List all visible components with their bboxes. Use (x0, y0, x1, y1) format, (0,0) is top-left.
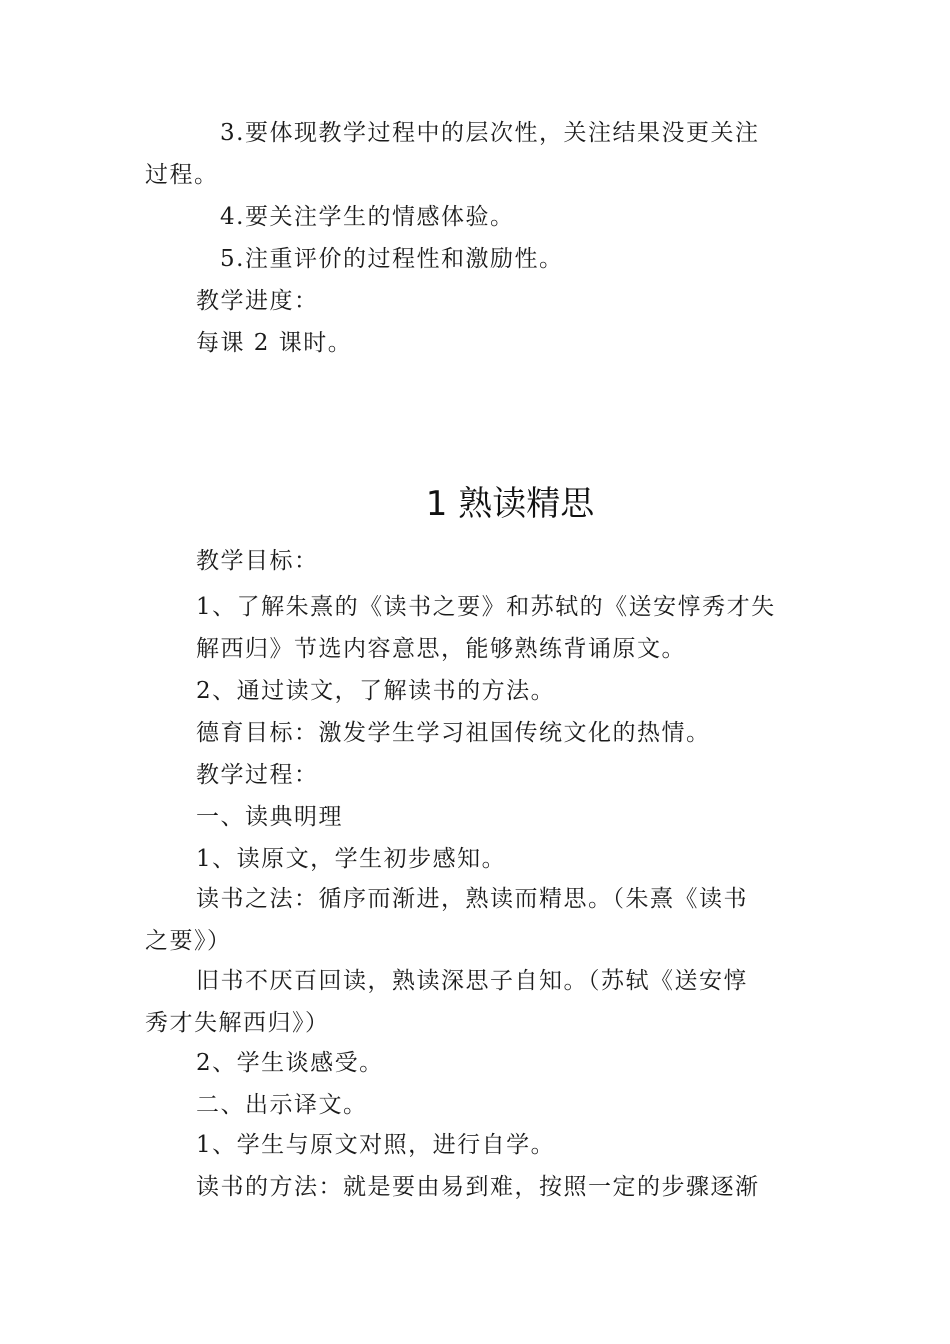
part1-heading: 一、读典明理 (196, 804, 343, 830)
item3-line1: 3.要体现教学过程中的层次性，关注结果没更关注 (220, 120, 760, 146)
progress-heading: 教学进度： (196, 288, 319, 314)
progress-text: 每课 2 课时。 (196, 330, 353, 356)
item3-line2: 过程。 (145, 162, 219, 188)
moral-goal: 德育目标：激发学生学习祖国传统文化的热情。 (196, 720, 711, 746)
goals-heading: 教学目标： (196, 548, 319, 574)
goal2: 2、通过读文，了解读书的方法。 (196, 678, 556, 704)
goal1-line1: 1、了解朱熹的《读书之要》和苏轼的《送安惇秀才失 (196, 594, 776, 620)
process-heading: 教学过程： (196, 762, 319, 788)
item5: 5.注重评价的过程性和激励性。 (220, 246, 564, 272)
part2-step1: 1、学生与原文对照，进行自学。 (196, 1132, 556, 1158)
quote1-line1: 读书之法：循序而渐进，熟读而精思。（朱熹《读书 (196, 886, 748, 912)
method-line1: 读书的方法：就是要由易到难，按照一定的步骤逐渐 (196, 1174, 760, 1200)
quote1-line2: 之要》） (145, 928, 232, 954)
part1-step2: 2、学生谈感受。 (196, 1050, 384, 1076)
quote2-line2: 秀才失解西归》） (145, 1010, 330, 1036)
goal1-line2: 解西归》节选内容意思，能够熟练背诵原文。 (196, 636, 686, 662)
quote2-line1: 旧书不厌百回读，熟读深思子自知。（苏轼《送安惇 (196, 968, 748, 994)
part1-step1: 1、读原文，学生初步感知。 (196, 846, 507, 872)
lesson-title: 1 熟读精思 (425, 484, 595, 524)
item4: 4.要关注学生的情感体验。 (220, 204, 515, 230)
part2-heading: 二、出示译文。 (196, 1092, 368, 1118)
